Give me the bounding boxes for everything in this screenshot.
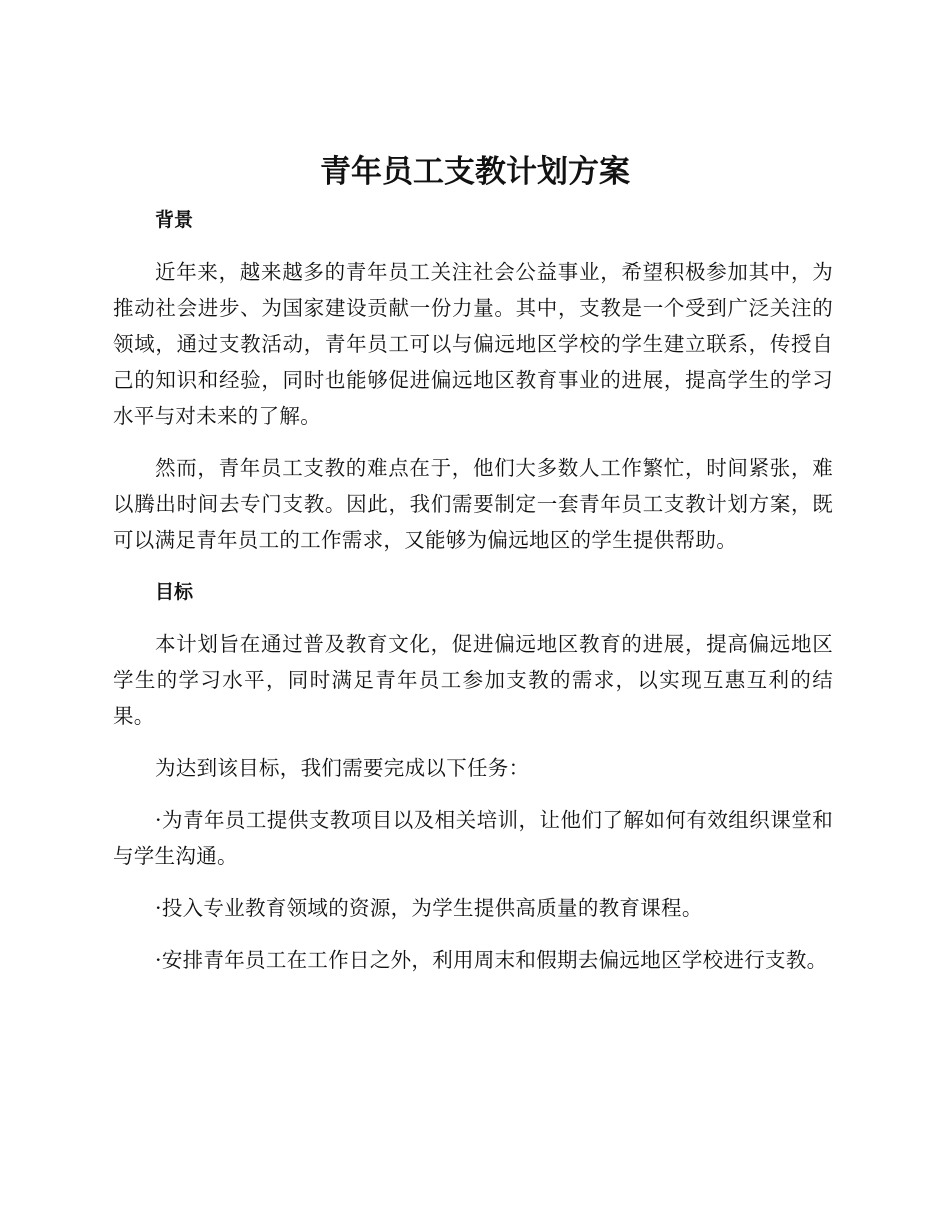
bullet-text: 安排青年员工在工作日之外，利用周末和假期去偏远地区学校进行支教。	[161, 948, 828, 972]
bullet-dot-icon: ·	[155, 808, 162, 832]
bullet-dot-icon: ·	[155, 948, 162, 972]
document-body	[113, 202, 833, 994]
section-background	[113, 202, 833, 558]
paragraph: 本计划旨在通过普及教育文化，促进偏远地区教育的进展，提高偏远地区学生的学习水平，同时满足青年员工参加支教的需求，以实现互惠互利的结果。	[113, 632, 833, 728]
bullet-item	[113, 890, 833, 926]
bullet-item	[113, 942, 833, 978]
bullet-text: 为青年员工提供支教项目以及相关培训，让他们了解如何有效组织课堂和与学生沟通。	[113, 808, 833, 868]
section-heading-goals: 目标	[155, 581, 194, 603]
bullet-item	[113, 802, 833, 874]
section-goals	[113, 574, 833, 978]
paragraph: 为达到该目标，我们需要完成以下任务：	[155, 756, 530, 780]
paragraph: 近年来，越来越多的青年员工关注社会公益事业，希望积极参加其中，为推动社会进步、为国家建设贡献一份力量。其中，支教是一个受到广泛关注的领域，通过支教活动，青年员工可以与偏远地区学校的学生建立联系，传授自己的知识和经验，同时也能够促进偏远地区教育事业的进展，提高学生的学习水平与对未来的了解。	[113, 260, 833, 428]
paragraph: 然而，青年员工支教的难点在于，他们大多数人工作繁忙，时间紧张，难以腾出时间去专门支教。因此，我们需要制定一套青年员工支教计划方案，既可以满足青年员工的工作需求，又能够为偏远地区的学生提供帮助。	[113, 456, 833, 552]
section-heading-background: 背景	[155, 209, 194, 231]
document-title: 青年员工支教计划方案	[320, 154, 630, 190]
bullet-dot-icon: ·	[155, 896, 162, 920]
bullet-text: 投入专业教育领域的资源，为学生提供高质量的教育课程。	[161, 896, 703, 920]
